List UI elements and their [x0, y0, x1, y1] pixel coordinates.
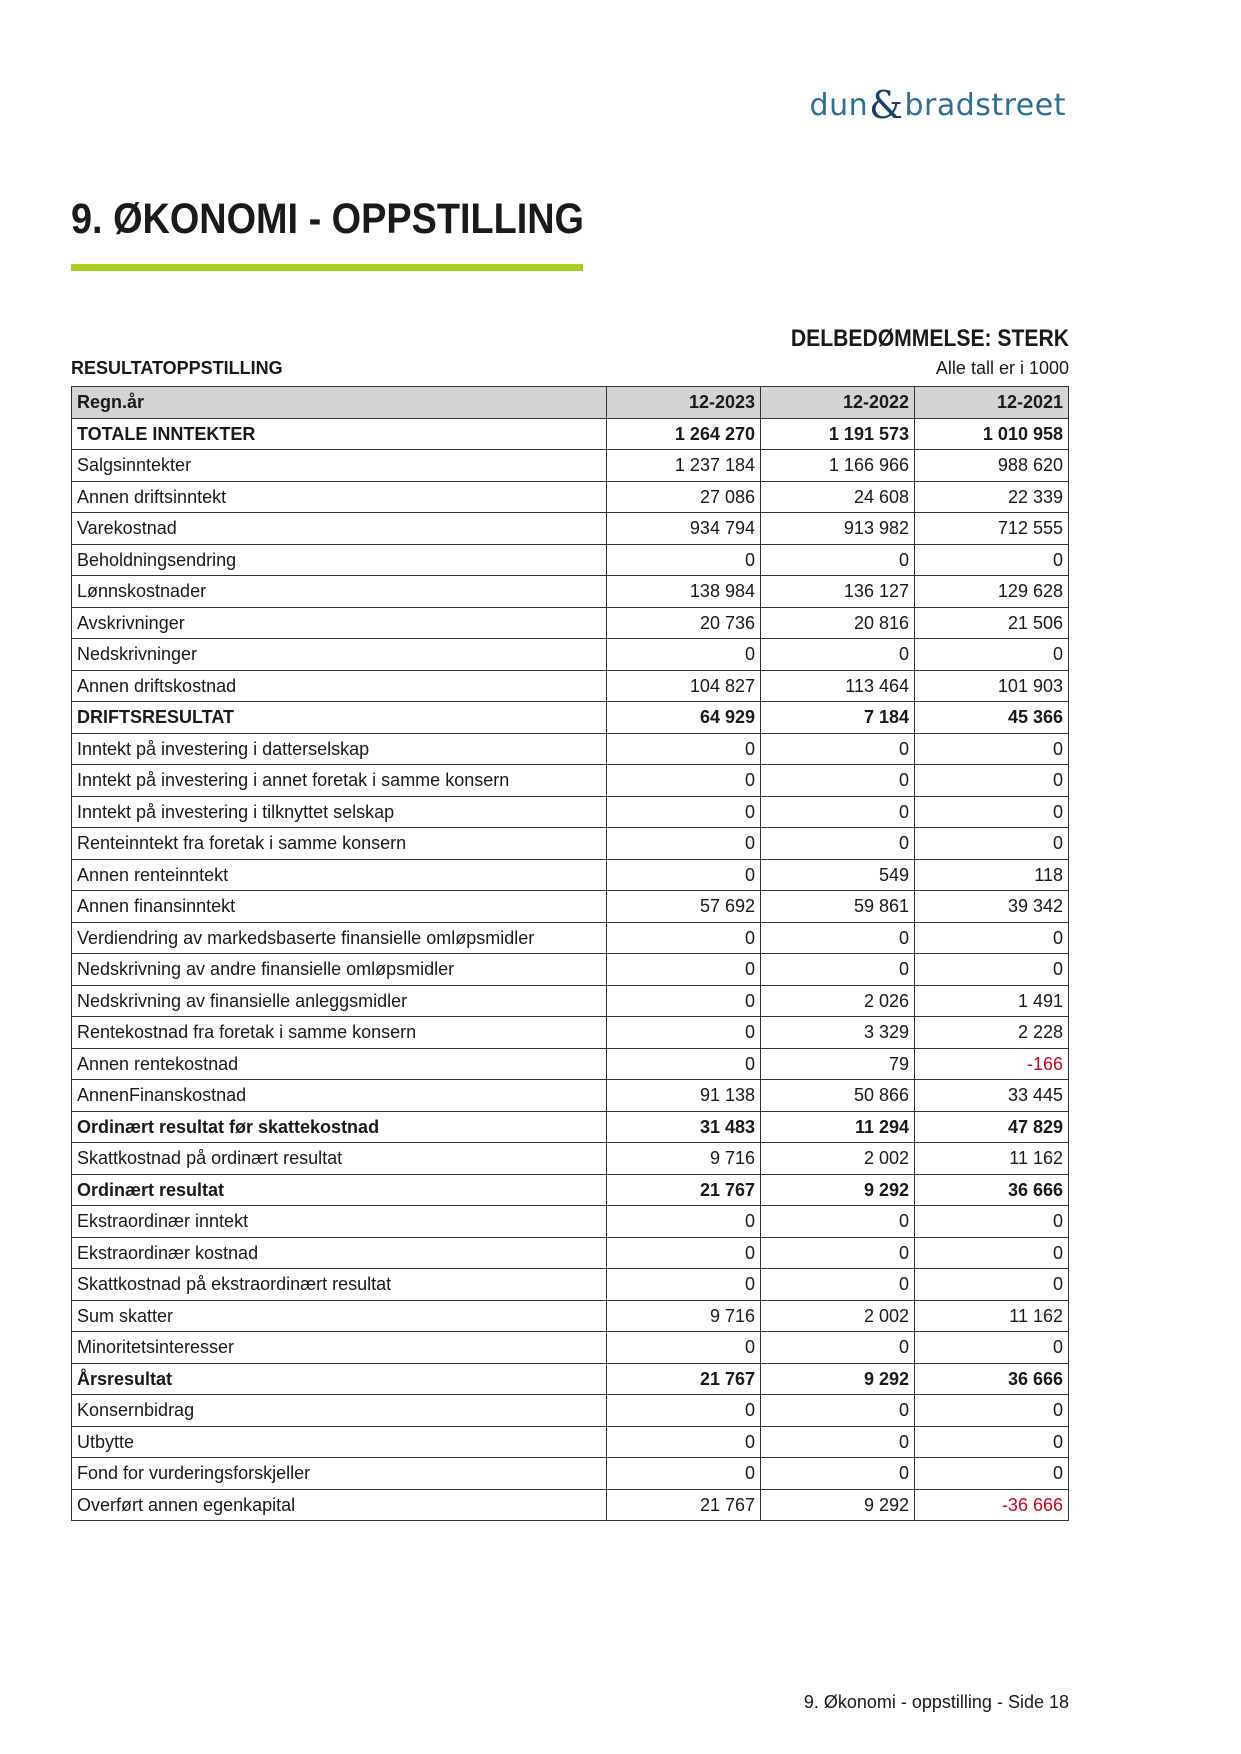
row-label: Inntekt på investering i tilknyttet selskap	[72, 796, 607, 828]
header-col-2023: 12-2023	[607, 387, 761, 419]
table-row	[72, 985, 1069, 1017]
row-label: Ordinært resultat	[72, 1174, 607, 1206]
row-value: 549	[761, 859, 915, 891]
table-row	[72, 922, 1069, 954]
table-row	[72, 1332, 1069, 1364]
header-col-2021: 12-2021	[915, 387, 1069, 419]
row-value: 79	[761, 1048, 915, 1080]
row-label: TOTALE INNTEKTER	[72, 418, 607, 450]
row-value: 3 329	[761, 1017, 915, 1049]
row-label: Overført annen egenkapital	[72, 1489, 607, 1521]
row-label: Annen rentekostnad	[72, 1048, 607, 1080]
row-value: 0	[915, 954, 1069, 986]
row-value: 0	[607, 922, 761, 954]
row-value: 2 228	[915, 1017, 1069, 1049]
row-label: Ekstraordinær kostnad	[72, 1237, 607, 1269]
row-value: 0	[761, 733, 915, 765]
row-value: 0	[607, 859, 761, 891]
row-value: 2 002	[761, 1300, 915, 1332]
row-value: 913 982	[761, 513, 915, 545]
row-value: -36 666	[915, 1489, 1069, 1521]
row-label: Lønnskostnader	[72, 576, 607, 608]
row-label: Skattkostnad på ekstraordinært resultat	[72, 1269, 607, 1301]
table-row	[72, 1395, 1069, 1427]
row-value: 47 829	[915, 1111, 1069, 1143]
row-label: Rentekostnad fra foretak i samme konsern	[72, 1017, 607, 1049]
table-row	[72, 576, 1069, 608]
title-accent-rule	[71, 264, 583, 271]
table-row	[72, 1489, 1069, 1521]
row-value: 2 002	[761, 1143, 915, 1175]
row-value: 101 903	[915, 670, 1069, 702]
row-value: 9 292	[761, 1174, 915, 1206]
table-row	[72, 1048, 1069, 1080]
row-label: Beholdningsendring	[72, 544, 607, 576]
row-value: 0	[761, 639, 915, 671]
row-label: Utbytte	[72, 1426, 607, 1458]
row-value: 0	[607, 1206, 761, 1238]
table-row	[72, 859, 1069, 891]
table-row	[72, 1426, 1069, 1458]
row-value: 0	[915, 765, 1069, 797]
row-label: Årsresultat	[72, 1363, 607, 1395]
income-statement-table	[71, 386, 1069, 1521]
row-label: Verdiendring av markedsbaserte finansielle omløpsmidler	[72, 922, 607, 954]
row-value: 118	[915, 859, 1069, 891]
table-row	[72, 1080, 1069, 1112]
row-value: 0	[915, 1426, 1069, 1458]
row-label: Inntekt på investering i annet foretak i samme konsern	[72, 765, 607, 797]
row-value: 0	[607, 1017, 761, 1049]
row-value: 1 237 184	[607, 450, 761, 482]
table-row	[72, 891, 1069, 923]
table-header-row	[72, 387, 1069, 419]
row-value: 11 162	[915, 1300, 1069, 1332]
row-value: 0	[761, 544, 915, 576]
row-value: 0	[915, 1395, 1069, 1427]
row-value: 136 127	[761, 576, 915, 608]
row-value: 0	[607, 765, 761, 797]
table-row	[72, 513, 1069, 545]
row-value: 2 026	[761, 985, 915, 1017]
row-value: 11 294	[761, 1111, 915, 1143]
row-label: Sum skatter	[72, 1300, 607, 1332]
row-value: 0	[607, 985, 761, 1017]
row-value: 20 736	[607, 607, 761, 639]
row-value: 0	[607, 796, 761, 828]
row-value: 0	[915, 733, 1069, 765]
row-label: DRIFTSRESULTAT	[72, 702, 607, 734]
header-col-2022: 12-2022	[761, 387, 915, 419]
logo-text-left: dun	[809, 88, 869, 123]
row-label: Skattkostnad på ordinært resultat	[72, 1143, 607, 1175]
row-value: 36 666	[915, 1363, 1069, 1395]
row-value: 0	[761, 954, 915, 986]
row-value: 0	[761, 1395, 915, 1427]
table-row	[72, 733, 1069, 765]
row-value: 50 866	[761, 1080, 915, 1112]
page-footer: 9. Økonomi - oppstilling - Side 18	[803, 1692, 1069, 1712]
row-value: 0	[607, 1426, 761, 1458]
row-value: 36 666	[915, 1174, 1069, 1206]
row-value: 0	[915, 796, 1069, 828]
row-label: Nedskrivninger	[72, 639, 607, 671]
row-value: 45 366	[915, 702, 1069, 734]
row-value: -166	[915, 1048, 1069, 1080]
row-value: 11 162	[915, 1143, 1069, 1175]
table-row	[72, 1458, 1069, 1490]
row-value: 113 464	[761, 670, 915, 702]
row-value: 9 716	[607, 1300, 761, 1332]
row-value: 0	[761, 765, 915, 797]
row-value: 0	[915, 922, 1069, 954]
dun-bradstreet-logo	[809, 80, 1066, 127]
logo-text-right: bradstreet	[904, 88, 1066, 123]
row-value: 31 483	[607, 1111, 761, 1143]
table-row	[72, 418, 1069, 450]
row-label: Annen finansinntekt	[72, 891, 607, 923]
row-value: 0	[607, 1048, 761, 1080]
row-value: 988 620	[915, 450, 1069, 482]
row-value: 0	[761, 796, 915, 828]
row-value: 0	[607, 828, 761, 860]
row-value: 712 555	[915, 513, 1069, 545]
table-row	[72, 1300, 1069, 1332]
table-row	[72, 1111, 1069, 1143]
row-value: 1 491	[915, 985, 1069, 1017]
row-value: 21 767	[607, 1363, 761, 1395]
row-value: 9 292	[761, 1489, 915, 1521]
row-value: 0	[607, 1269, 761, 1301]
row-value: 21 767	[607, 1174, 761, 1206]
table-row	[72, 639, 1069, 671]
row-value: 0	[915, 1206, 1069, 1238]
row-label: AnnenFinanskostnad	[72, 1080, 607, 1112]
row-value: 1 010 958	[915, 418, 1069, 450]
row-value: 0	[761, 1332, 915, 1364]
row-value: 0	[607, 954, 761, 986]
row-label: Salgsinntekter	[72, 450, 607, 482]
row-value: 0	[915, 1269, 1069, 1301]
table-body	[72, 418, 1069, 1521]
row-value: 27 086	[607, 481, 761, 513]
table-row	[72, 1206, 1069, 1238]
row-value: 24 608	[761, 481, 915, 513]
row-value: 0	[607, 733, 761, 765]
units-note: Alle tall er i 1000	[935, 358, 1069, 378]
table-row	[72, 765, 1069, 797]
row-label: Nedskrivning av finansielle anleggsmidler	[72, 985, 607, 1017]
row-value: 1 264 270	[607, 418, 761, 450]
table-row	[72, 670, 1069, 702]
row-value: 0	[761, 828, 915, 860]
row-value: 0	[761, 922, 915, 954]
table-row	[72, 1017, 1069, 1049]
row-value: 9 292	[761, 1363, 915, 1395]
table-row	[72, 954, 1069, 986]
table-row	[72, 450, 1069, 482]
table-row	[72, 828, 1069, 860]
section-label: RESULTATOPPSTILLING	[71, 358, 283, 378]
row-value: 0	[915, 1237, 1069, 1269]
logo-ampersand: &	[869, 83, 904, 127]
row-value: 0	[607, 544, 761, 576]
row-value: 0	[607, 1458, 761, 1490]
header-year-label: Regn.år	[72, 387, 607, 419]
row-value: 0	[915, 1458, 1069, 1490]
row-label: Nedskrivning av andre finansielle omløpsmidler	[72, 954, 607, 986]
row-value: 0	[915, 1332, 1069, 1364]
table-row	[72, 1237, 1069, 1269]
row-label: Renteinntekt fra foretak i samme konsern	[72, 828, 607, 860]
row-label: Annen driftsinntekt	[72, 481, 607, 513]
row-value: 91 138	[607, 1080, 761, 1112]
row-value: 0	[915, 639, 1069, 671]
table-row	[72, 1363, 1069, 1395]
row-value: 57 692	[607, 891, 761, 923]
row-value: 1 166 966	[761, 450, 915, 482]
row-value: 0	[761, 1458, 915, 1490]
table-row	[72, 481, 1069, 513]
row-value: 0	[607, 1332, 761, 1364]
row-value: 20 816	[761, 607, 915, 639]
row-label: Ekstraordinær inntekt	[72, 1206, 607, 1238]
row-label: Inntekt på investering i datterselskap	[72, 733, 607, 765]
row-label: Annen driftskostnad	[72, 670, 607, 702]
row-value: 0	[607, 639, 761, 671]
row-label: Avskrivninger	[72, 607, 607, 639]
row-value: 934 794	[607, 513, 761, 545]
row-label: Fond for vurderingsforskjeller	[72, 1458, 607, 1490]
row-value: 39 342	[915, 891, 1069, 923]
row-value: 1 191 573	[761, 418, 915, 450]
row-value: 0	[761, 1426, 915, 1458]
row-value: 21 767	[607, 1489, 761, 1521]
row-label: Minoritetsinteresser	[72, 1332, 607, 1364]
row-value: 64 929	[607, 702, 761, 734]
row-value: 0	[607, 1237, 761, 1269]
row-value: 59 861	[761, 891, 915, 923]
row-value: 0	[915, 544, 1069, 576]
table-row	[72, 796, 1069, 828]
table-row	[72, 1269, 1069, 1301]
row-label: Annen renteinntekt	[72, 859, 607, 891]
row-value: 104 827	[607, 670, 761, 702]
page-title: 9. ØKONOMI - OPPSTILLING	[71, 195, 584, 243]
row-label: Varekostnad	[72, 513, 607, 545]
row-value: 22 339	[915, 481, 1069, 513]
rating-heading: DELBEDØMMELSE: STERK	[790, 325, 1069, 352]
table-row	[72, 702, 1069, 734]
row-value: 0	[915, 828, 1069, 860]
row-label: Ordinært resultat før skattekostnad	[72, 1111, 607, 1143]
row-value: 138 984	[607, 576, 761, 608]
row-value: 21 506	[915, 607, 1069, 639]
table-row	[72, 1143, 1069, 1175]
row-value: 7 184	[761, 702, 915, 734]
row-label: Konsernbidrag	[72, 1395, 607, 1427]
row-value: 9 716	[607, 1143, 761, 1175]
table-row	[72, 607, 1069, 639]
row-value: 33 445	[915, 1080, 1069, 1112]
table-row	[72, 1174, 1069, 1206]
row-value: 129 628	[915, 576, 1069, 608]
row-value: 0	[607, 1395, 761, 1427]
row-value: 0	[761, 1237, 915, 1269]
table-row	[72, 544, 1069, 576]
row-value: 0	[761, 1206, 915, 1238]
row-value: 0	[761, 1269, 915, 1301]
